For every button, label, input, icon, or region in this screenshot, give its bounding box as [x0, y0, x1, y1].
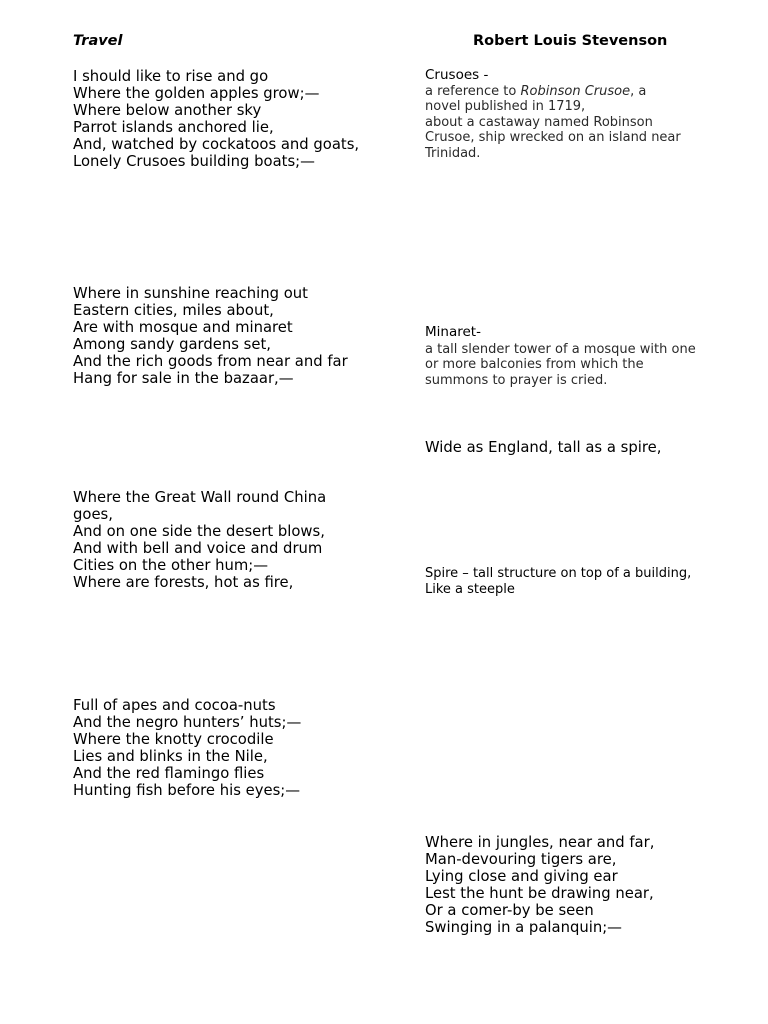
poem-line: And on one side the desert blows, — [73, 523, 325, 541]
poem-author: Robert Louis Stevenson — [473, 33, 668, 49]
note-crusoes-line — [425, 84, 681, 100]
note-crusoes-line: novel published in 1719, — [425, 99, 586, 114]
note-spire-line: Spire – tall structure on top of a building, — [425, 566, 692, 581]
novel-title: Robinson Crusoe — [520, 83, 631, 99]
poem-line: Full of apes and cocoa-nuts — [73, 697, 276, 714]
poem-line: And with bell and voice and drum — [73, 540, 323, 558]
poem-line: Lest the hunt be drawing near, — [425, 885, 654, 903]
poem-line: goes, — [73, 506, 113, 524]
poem-line: And the negro hunters’ huts;— — [73, 714, 302, 732]
stanza-4 — [73, 697, 301, 800]
note-crusoes-line: about a castaway named Robinson — [425, 114, 653, 130]
poem-line: Hang for sale in the bazaar,— — [73, 370, 294, 388]
stanza-2 — [73, 285, 348, 388]
poem-line: Lying close and giving ear — [425, 868, 618, 886]
poem-line: Hunting fish before his eyes;— — [73, 782, 301, 800]
poem-line: Where below another sky — [73, 102, 262, 120]
poem-line: Wide as England, tall as a spire, — [425, 439, 662, 456]
poem-line: Lonely Crusoes building boats;— — [73, 153, 315, 171]
poem-line: Cities on the other hum;— — [73, 557, 269, 575]
note-crusoes-line: Crusoe, ship wrecked on an island near — [425, 130, 681, 145]
note-minaret-line: summons to prayer is cried. — [425, 372, 608, 388]
note-spire-line: Like a steeple — [425, 581, 515, 597]
poem-line: Where the knotty crocodile — [73, 731, 274, 749]
poem-line: Where are forests, hot as fire, — [73, 574, 294, 592]
poem-line: Where in sunshine reaching out — [73, 285, 308, 302]
note-crusoes-head: Crusoes - — [425, 67, 489, 83]
stanza-1 — [73, 68, 359, 171]
poem-line: I should like to rise and go — [73, 68, 269, 85]
stanza-5 — [425, 834, 654, 937]
poem-line: Where the golden apples grow;— — [73, 85, 320, 103]
note-spire — [425, 566, 691, 597]
poem-line: And the red flamingo flies — [73, 765, 265, 783]
poem-line: Among sandy gardens set, — [73, 336, 271, 354]
poem-line: Parrot islands anchored lie, — [73, 119, 274, 137]
poem-line: Where in jungles, near and far, — [425, 834, 655, 851]
poem-line: Man-devouring tigers are, — [425, 851, 617, 869]
note-crusoes — [425, 68, 681, 161]
poem-title: Travel — [73, 33, 123, 49]
note-minaret-head: Minaret- — [425, 324, 481, 340]
stanza-3 — [73, 489, 326, 592]
poem-line: Swinging in a palanquin;— — [425, 919, 622, 937]
poem-line: Are with mosque and minaret — [73, 319, 293, 337]
note-minaret-line: a tall slender tower of a mosque with one — [425, 341, 696, 357]
note-crusoes-line: Trinidad. — [425, 145, 481, 161]
poem-line: And the rich goods from near and far — [73, 353, 348, 371]
note-minaret-line: or more balconies from which the — [425, 357, 644, 372]
note-text: a reference to — [425, 83, 521, 99]
poem-line: Where the Great Wall round China — [73, 489, 327, 506]
poem-line: Eastern cities, miles about, — [73, 302, 274, 320]
note-text: , a — [630, 83, 647, 99]
poem-line: Lies and blinks in the Nile, — [73, 748, 268, 766]
poem-line: And, watched by cockatoos and goats, — [73, 136, 360, 154]
poem-line: Or a comer-by be seen — [425, 902, 594, 920]
note-minaret — [425, 325, 696, 388]
poem-line-wide — [425, 439, 661, 456]
